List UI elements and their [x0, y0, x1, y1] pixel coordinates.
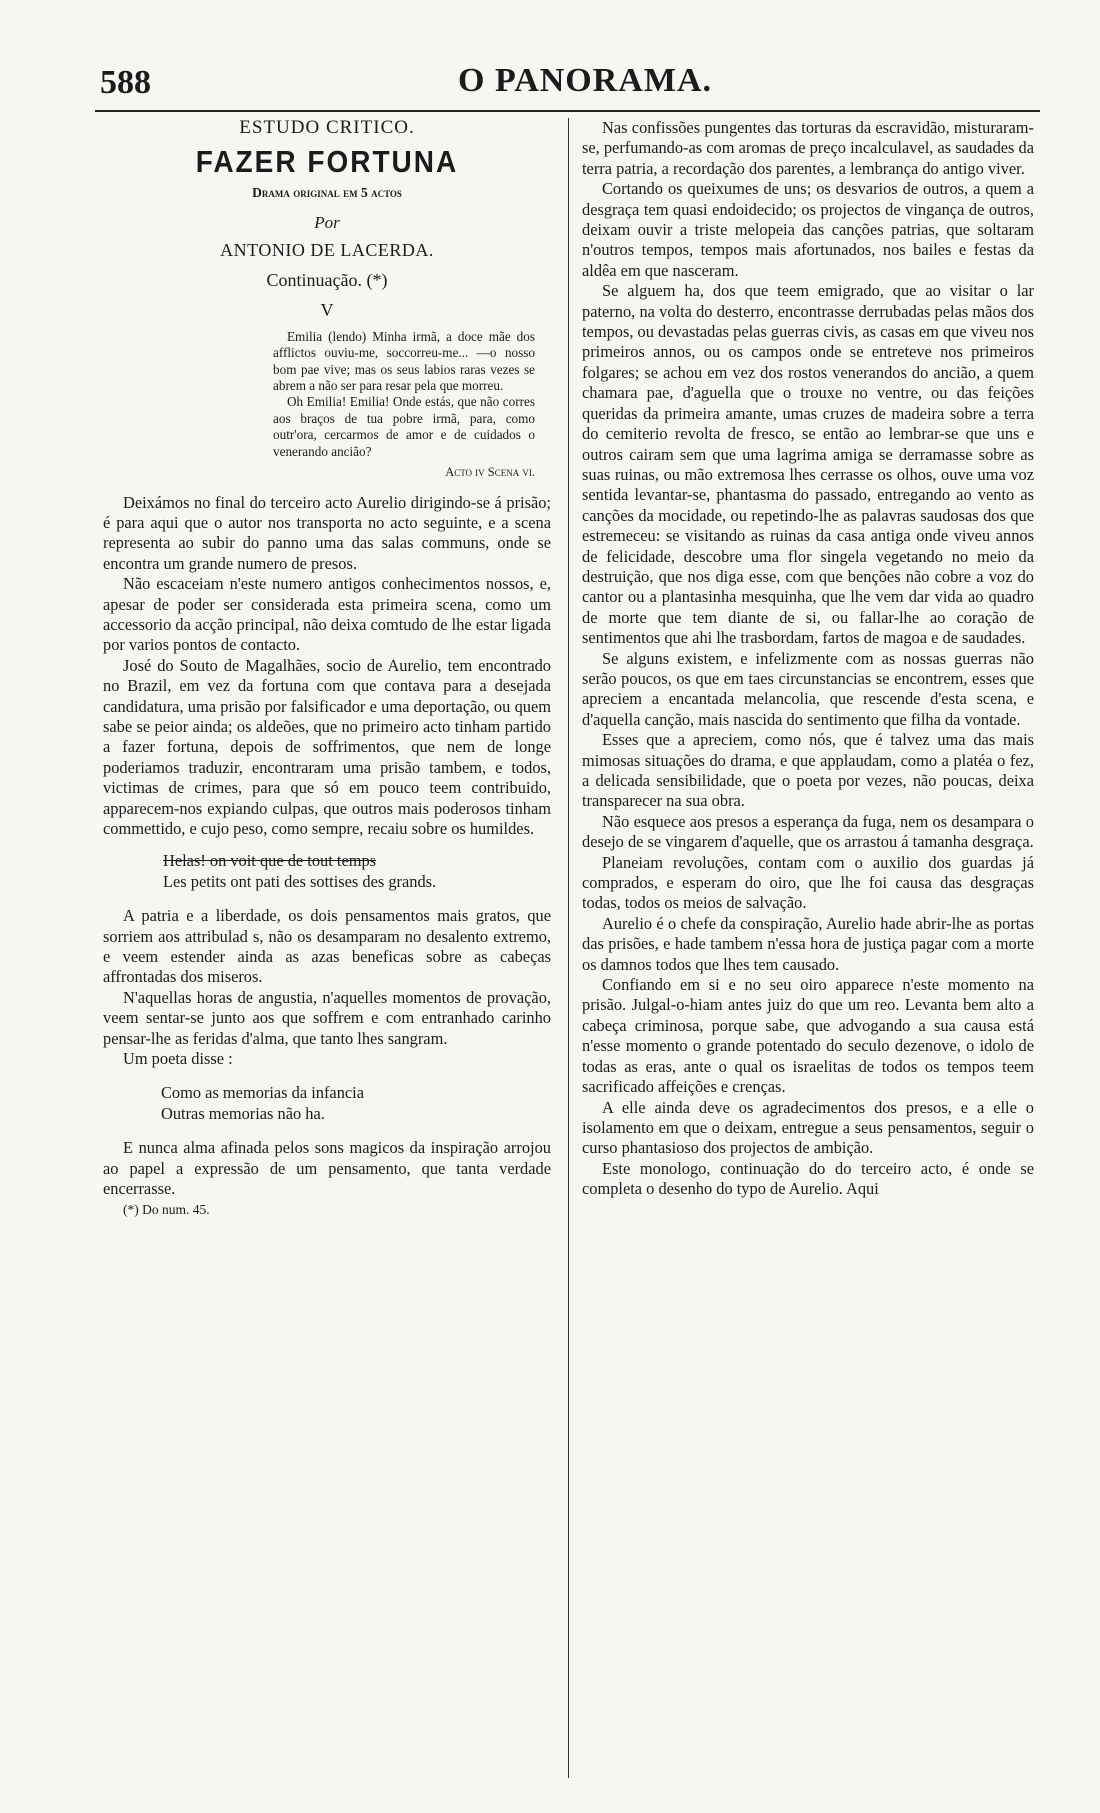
continuation-note: Continuação. (*)	[266, 270, 388, 291]
section-heading: ESTUDO CRITICO.	[239, 117, 415, 138]
paragraph: N'aquellas horas de angustia, n'aquelles momentos de provação, veem sentar-se junto aos que soffrem e com entranhado carinho pensar-lhe as feridas d'alma, que tanto lhes sangram.	[103, 987, 551, 1048]
paragraph: Esses que a apreciem, como nós, que é talvez uma das mais mimosas situações do drama, e que applaudam, como a platéa o fez, a delicada sensibilidade, que o poeta por vezes, não poucas, deixa transparecer na sua obra.	[582, 730, 1034, 811]
left-column	[103, 118, 551, 1220]
part-number: V	[320, 300, 334, 321]
paragraph: Não esquece aos presos a esperança da fuga, nem os desampara o desejo de se vingarem d'aquelle, que os arrastou á tamanha desgraça.	[582, 811, 1034, 852]
article-subtitle: Drama original em 5 actos	[252, 184, 402, 200]
epigraph-paragraph: Emilia (lendo) Minha irmã, a doce mãe dos afflictos ouviu-me, soccorreu-me... —o nosso bom pae vive; mas os seus labios raras vezes se abrem a não ser para resar pela que morreu.	[273, 328, 535, 394]
paragraph: Se alguns existem, e infelizmente com as nossas guerras não serão poucos, os que em taes circunstancias se encontrem, esses que apreciem a encantada melancolia, que rescende d'esta scena, e d'aquella canção, mais nascida do sentimento que filha da vontade.	[582, 648, 1034, 729]
epigraph	[273, 329, 535, 481]
paragraph: Aurelio é o chefe da conspiração, Aurelio hade abrir-lhe as portas das prisões, e hade tambem n'essa hora de justiça pagar com a morte os damnos todos que lhes tem causado.	[582, 913, 1034, 974]
french-quote	[163, 851, 551, 892]
paragraph: A patria e a liberdade, os dois pensamentos mais gratos, que sorriem aos attribulad s, não os desamparam no desalento extremo, e veem estender ainda as azas beneficas sobre as cabeças affrontadas dos miseros.	[103, 906, 551, 987]
paragraph: A elle ainda deve os agradecimentos dos presos, e a elle o isolamento em que o deixam, entregue a seus pensamentos, seguir o curso phantasioso dos projectos de ambição.	[582, 1097, 1034, 1158]
left-body	[103, 493, 551, 1220]
paragraph: Se alguem ha, dos que teem emigrado, que ao visitar o lar paterno, na volta do desterro, encontrasse derrubadas pelas mãos dos tempos, ou devastadas pelas guerras civis, as casas em que viveu nos primeiros annos, ou os campos onde se entreteve nos primeiros folgares; se achou em vez dos rostos venerandos do ancião, a quem chamara pae, d'aguella que o trouxe no ventre, ou das feições queridas da primeira amante, umas cruzes de madeira sobre a terra do cemiterio revolta de fresco, se então ao lembrar-se que uns e outros cairam sem que uma lagrima amiga se derramasse sobre as suas ruinas, ou mão extremosa lhes cerrasse os olhos, ouve uma voz sentida levantar-se, phantasma do passado, entregando ao vento as canções da mocidade, ou repetindo-lhe as palavras saudosas dos que estremeceu: se visitando as ruinas da casa antiga onde viveu annos de felicidade, descobre uma flor singela vegetando no meio da destruição, que nos diga esse, com que benções não cobre a voz do cantor ou a plantasinha mesquinha, que lhe vem dar vida ao quadro de morte que tem diante de si, ou fallar-lhe ao coração de sentimentos que ahi lhe trasbordam, fartos de magoa e de saudades.	[582, 281, 1034, 648]
poem	[161, 1083, 551, 1124]
page-number: 588	[100, 64, 151, 101]
quote-line: Les petits ont pati des sottises des grands.	[163, 871, 437, 891]
paragraph: Um poeta disse :	[123, 1049, 233, 1069]
header-rule	[95, 110, 1040, 112]
column-divider	[568, 118, 569, 1778]
paragraph: Este monologo, continuação do do terceiro acto, é onde se completa o desenho do typo de Aurelio. Aqui	[582, 1158, 1034, 1199]
epigraph-reference: Acto iv Scena vi.	[445, 465, 535, 480]
poem-line: Outras memorias não ha.	[161, 1103, 325, 1123]
byline-prefix: Por	[314, 213, 340, 233]
paragraph: Confiando em si e no seu oiro apparece n'este momento na prisão. Julgal-o-hiam antes juiz do que um reo. Levanta bem alto a cabeça criminosa, porque sabe, que advogando a sua causa está n'esse momento o grande potentado do seculo dezenove, o idolo de todas as eras, ante o qual os israelitas de todos os tempos teem sacrificado affeições e crenças.	[582, 975, 1034, 1097]
paragraph: Não escaceiam n'este numero antigos conhecimentos nossos, e, apesar de poder ser considerada esta primeira scena, como um accessorio da acção principal, não deixa comtudo de lhe estar ligada por varios pontos de contacto.	[103, 574, 551, 655]
paragraph: Planeiam revoluções, contam com o auxilio dos guardas já comprados, e esperam do oiro, que lhe foi causa das desgraças todas, todos os meios de salvação.	[582, 852, 1034, 913]
article-title: FAZER FORTUNA	[195, 144, 459, 179]
footnote: (*) Do num. 45.	[123, 1201, 210, 1217]
author-name: ANTONIO DE LACERDA.	[220, 239, 434, 260]
paragraph: Deixámos no final do terceiro acto Aurelio dirigindo-se á prisão; é para aqui que o autor nos transporta no acto seguinte, e a scena representa ao subir do panno uma das salas communs, onde se encontra um grande numero de presos.	[103, 492, 551, 573]
paragraph: José do Souto de Magalhães, socio de Aurelio, tem encontrado no Brazil, em vez da fortuna com que contava para a desejada candidatura, uma prisão por falsificador e uma deportação, ou quem sabe se peior ainda; os aldeões, que no primeiro acto tinham partido a fazer fortuna, depois de soffrimentos, que nem de longe poderiamos traduzir, encontraram uma prisão tambem, e todos, victimas de crimes, para que só em pouco teem contribuido, apparecem-nos expiando culpas, que outros mais poderosos tinham commettido, e cujo peso, como sempre, recaiu sobre os humildes.	[103, 655, 551, 838]
running-title: O PANORAMA.	[458, 62, 712, 99]
paragraph: Nas confissões pungentes das torturas da escravidão, misturaram-se, perfumando-as com aromas de preço incalculavel, as saudades da terra patria, a recordação dos parentes, a lembrança do antigo viver.	[582, 118, 1034, 178]
paragraph: Cortando os queixumes de uns; os desvarios de outros, a quem a desgraça tem quasi endoidecido; os projectos de vingança de outros, deixam ouvir a triste melopeia das canções patrias, que soltaram n'outros tempos, tempos mais afortunados, nos bailes e festas da aldêa em que nasceram.	[582, 179, 1034, 280]
epigraph-paragraph: Oh Emilia! Emilia! Onde estás, que não corres aos braços de tua pobre irmã, para, como outr'ora, cercarmos de amor e de cuidados o venerando ancião?	[273, 394, 535, 459]
right-column	[582, 118, 1034, 1200]
paragraph: E nunca alma afinada pelos sons magicos da inspiração arrojou ao papel a expressão de um pensamento, que tanta verdade encerrasse.	[103, 1138, 551, 1199]
poem-line: Como as memorias da infancia	[161, 1083, 365, 1103]
quote-line: Helas! on voit que de tout temps	[163, 851, 377, 871]
